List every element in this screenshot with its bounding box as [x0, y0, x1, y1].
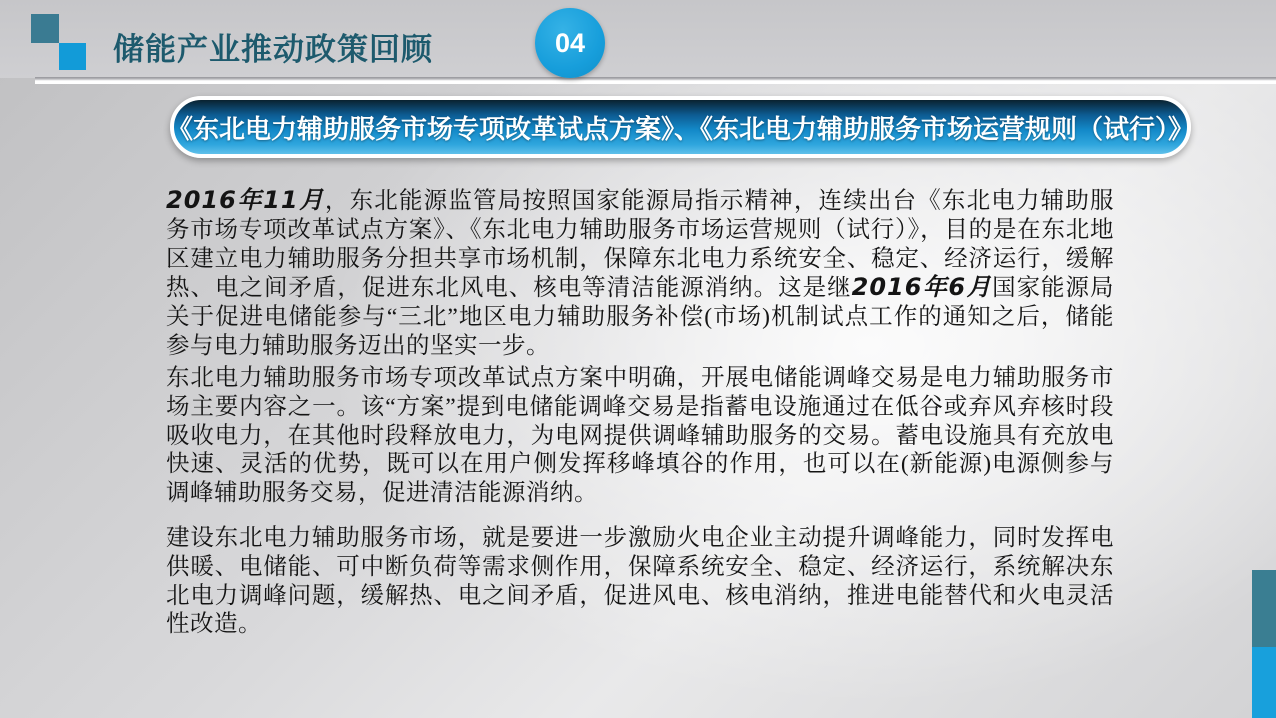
header-divider [35, 77, 1276, 84]
paragraph-text: ，东北能源监管局按照国家能源局指示精神，连续出台《东北电力辅助服务市场专项改革试点方案》、《东北电力辅助服务市场运营规则（试行）》，目的是在东北地区建立电力辅助服务分担共享市场机制，保障东北电力系统安全、稳定、经济运行，缓解热、电之间矛盾，促进东北风电、核电等清洁能源消纳。这是继 [166, 188, 1114, 302]
paragraph-peak-trading [166, 364, 1114, 508]
decor-bar-blue [1252, 647, 1276, 718]
paragraph-market-goal [166, 524, 1114, 639]
paragraph-text: 建设东北电力辅助服务市场，就是要进一步激励火电企业主动提升调峰能力，同时发挥电供暖、电储能、可中断负荷等需求侧作用，保障系统安全、稳定、经济运行，系统解决东北电力调峰问题，缓解热、电之间矛盾，促进风电、核电消纳，推进电能替代和火电灵活性改造。 [166, 525, 1114, 638]
date-highlight: 2016年11月 [166, 186, 325, 214]
policy-title-banner [167, 96, 1195, 158]
page-number-badge: 04 [535, 8, 605, 78]
decor-square-teal-icon [31, 14, 59, 43]
page-title: 储能产业推动政策回顾 [113, 32, 433, 67]
decor-bar-teal [1252, 570, 1276, 647]
date-highlight: 2016年6月 [851, 273, 993, 302]
paragraph-policy-background [166, 186, 1114, 361]
paragraph-text: 东北电力辅助服务市场专项改革试点方案中明确，开展电储能调峰交易是电力辅助服务市场主要内容之一。该“方案”提到电储能调峰交易是指蓄电设施通过在低谷或弃风弃核时段吸收电力，在其他时段释放电力，为电网提供调峰辅助服务的交易。蓄电设施具有充放电快速、灵活的优势，既可以在用户侧发挥移峰填谷的作用，也可以在(新能源)电源侧参与调峰辅助服务交易，促进清洁能源消纳。 [166, 365, 1114, 507]
decor-square-blue-icon [59, 43, 86, 70]
paragraph-text: 国家能源局关于促进电储能参与“三北”地区电力辅助服务补偿(市场)机制试点工作的通知之后，储能参与电力辅助服务迈出的坚实一步。 [166, 275, 1115, 359]
policy-title-text: 《东北电力辅助服务市场专项改革试点方案》、《东北电力辅助服务市场运营规则（试行）》 [167, 113, 1195, 144]
